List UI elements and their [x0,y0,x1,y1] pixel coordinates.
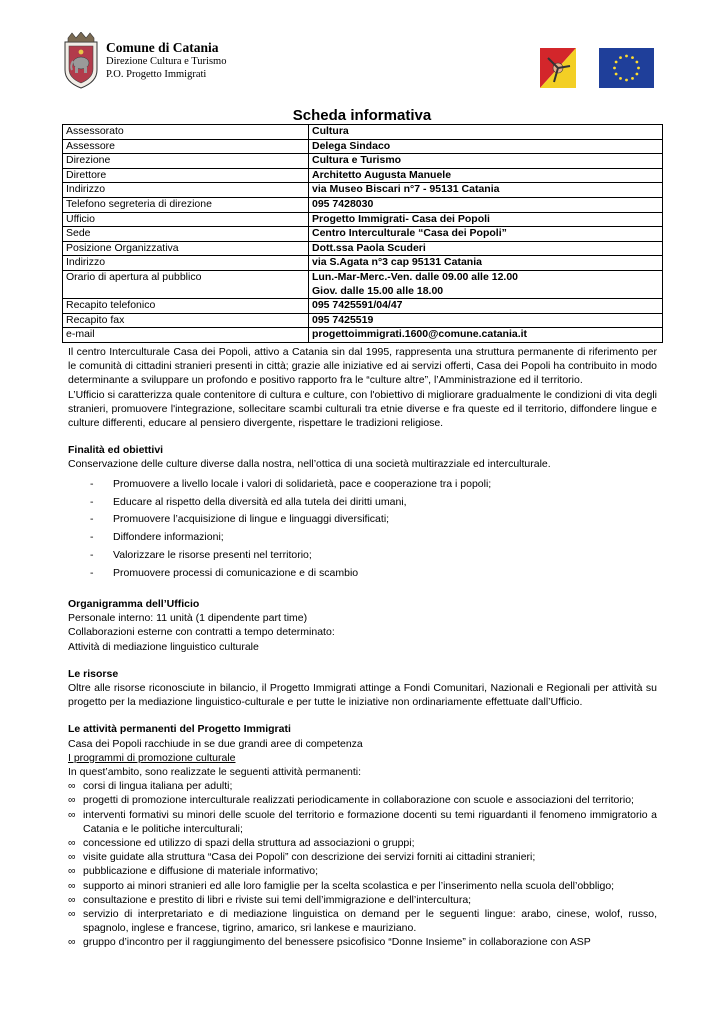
table-row [63,168,663,183]
list-item: - Promuovere a livello locale i valori di solidarietà, pace e cooperazione tra i popoli; [90,477,492,490]
info-label: Posizione Organizzativa [63,241,309,256]
info-value: Centro Interculturale “Casa dei Popoli” [309,227,663,242]
eu-star-icon [619,56,622,59]
finalita-list [68,477,657,581]
infinity-bullet: ∞ [68,794,76,807]
infinity-bullet: ∞ [68,851,76,864]
list-item: ∞ progetti di promozione interculturale realizzati periodicamente in collaborazione con scuole e associazioni del territorio; [68,794,634,807]
table-row [63,241,663,256]
info-value: Cultura e Turismo [309,154,663,169]
info-value: 095 7428030 [309,197,663,212]
table-row [63,139,663,154]
table-row [63,313,663,328]
info-label: e-mail [63,328,309,343]
table-row [63,285,663,299]
info-label: Recapito fax [63,313,309,328]
table-row [63,328,663,343]
eu-star-icon [635,73,638,76]
list-item: ∞ visite guidate alla struttura “Casa dei Popoli” con descrizione dei servizi forniti ai cittadini stranieri; [68,851,536,864]
table-row [63,212,663,227]
dash-bullet: - [90,531,94,544]
list-item: ∞ consultazione e prestito di libri e riviste sui temi dell’immigrazione e dell’intercultura; [68,893,472,906]
sicily-trinacria-logo [540,48,576,88]
document-header [62,28,662,94]
info-label: Sede [63,227,309,242]
finalita-text: Conservazione delle culture diverse dalla nostra, nell’ottica di una società multirazziale ed interculturale. [68,458,551,471]
org-block [106,40,226,81]
intro-paragraph: L’Ufficio si caratterizza quale contenitore di cultura e culture, con l'obiettivo di migliorare gradualmente le condizioni di vita degli stranieri, promuovere l'integrazione, sollecitare scambi culturali tra etnie diverse e fra queste ed il territorio, diffondere lingue e culture differenti, educare al pensiero divergente, rispettare le tradizioni religiose. [68,388,657,430]
infinity-bullet: ∞ [68,879,76,892]
table-row [63,154,663,169]
info-label: Orario di apertura al pubblico [63,270,309,284]
organigramma-line: Personale interno: 11 unità (1 dipendente part time) [68,612,308,625]
eu-star-icon [619,77,622,80]
list-item: - Promuovere l’acquisizione di lingue e linguaggi diversificati; [90,513,390,526]
list-item: - Diffondere informazioni; [90,531,224,544]
dash-bullet: - [90,477,94,490]
info-value: Cultura [309,125,663,140]
eu-star-icon [613,67,616,70]
attivita-line: In quest’ambito, sono realizzate le seguenti attività permanenti: [68,766,362,778]
eu-star-icon [615,61,618,64]
info-value: Progetto Immigrati- Casa dei Popoli [309,212,663,227]
section-heading-attivita: Le attività permanenti del Progetto Immigrati [68,723,291,736]
info-value: 095 7425519 [309,313,663,328]
info-label: Assessore [63,139,309,154]
attivita-subheading: I programmi di promozione culturale [68,751,236,764]
list-item: ∞ corsi di lingua italiana per adulti; [68,780,233,793]
eu-flag-logo [599,48,654,88]
info-label: Ufficio [63,212,309,227]
infinity-bullet: ∞ [68,837,76,850]
infinity-bullet: ∞ [68,936,76,949]
org-name: Comune di Catania [106,40,219,55]
list-item: ∞ servizio di interpretariato e di mediazione linguistica on demand per le seguenti lingue: arabo, cinese, wolof, russo, spagnolo, inglese e francese, tigrino, amarico, sri lankese e mauriziano. [68,908,657,935]
organigramma-line: Collaborazioni esterne con contratti a tempo determinato: [68,626,335,639]
info-value: Giov. dalle 15.00 alle 18.00 [309,285,663,299]
section-heading-finalita: Finalità ed obiettivi [68,444,164,457]
infinity-bullet: ∞ [68,865,76,878]
page-title: Scheda informativa [292,107,432,124]
info-value: 095 7425591/04/47 [309,299,663,314]
org-department: Direzione Cultura e Turismo [106,56,227,67]
infinity-bullet: ∞ [68,893,76,906]
dash-bullet: - [90,567,94,580]
table-row [63,125,663,140]
attivita-list [68,779,657,949]
organigramma-line: Attività di mediazione linguistico culturale [68,640,259,653]
infinity-bullet: ∞ [68,808,76,821]
eu-star-icon [625,79,628,82]
eu-star-icon [625,55,628,58]
infinity-bullet: ∞ [68,908,76,921]
table-row [63,270,663,284]
eu-star-icon [635,61,638,64]
table-row [63,197,663,212]
intro-paragraph: Il centro Interculturale Casa dei Popoli, attivo a Catania sin dal 1995, rappresenta una struttura permanente di riferimento per le comunità di cittadini stranieri presenti in città; grazie alle iniziative ed ai servizi offerti, Casa dei Popoli ha contribuito in modo determinante a sviluppare un profondo e positivo rapporto fra le “culture altre”, l’Amministrazione ed il territorio. [68,346,657,387]
risorse-text: Oltre alle risorse riconosciute in bilancio, il Progetto Immigrati attinge a Fondi Comunitari, Nazionali e Regionali per attività su progetto per la mediazione linguistico-culturale e per tutte le iniziative non ordinariamente effettuate dall’Ufficio. [68,681,657,709]
dash-bullet: - [90,513,94,526]
info-value: via S.Agata n°3 cap 95131 Catania [309,256,663,271]
info-label: Indirizzo [63,183,309,198]
info-label: Recapito telefonico [63,299,309,314]
table-row [63,227,663,242]
org-office: P.O. Progetto Immigrati [106,69,207,80]
list-item: - Educare al rispetto della diversità ed alla tutela dei diritti umani, [90,495,407,508]
infinity-bullet: ∞ [68,780,76,793]
info-label [63,285,309,299]
section-heading-organigramma: Organigramma dell’Ufficio [68,597,200,610]
dash-bullet: - [90,549,94,562]
document-body [68,345,657,950]
info-value: Dott.ssa Paola Scuderi [309,241,663,256]
info-value: via Museo Biscari n°7 - 95131 Catania [309,183,663,198]
table-row [63,256,663,271]
attivita-line: Casa dei Popoli racchiude in se due grandi aree di competenza [68,737,363,750]
info-value: Lun.-Mar-Merc.-Ven. dalle 09.00 alle 12.00 [309,270,663,284]
info-value: Delega Sindaco [309,139,663,154]
info-label: Assessorato [63,125,309,140]
eu-star-icon [615,73,618,76]
info-value: progettoimmigrati.1600@comune.catania.it [309,328,663,343]
list-item: ∞ supporto ai minori stranieri ed alle loro famiglie per la scelta scolastica e per l’inserimento nella scuola dell’obbligo; [68,879,615,892]
info-label: Telefono segreteria di direzione [63,197,309,212]
info-label: Direzione [63,154,309,169]
list-item: ∞ gruppo d’incontro per il raggiungimento del benessere psicofisico “Donne Insieme” in collaborazione con ASP [68,936,591,949]
list-item: - Promuovere processi di comunicazione e di scambio [90,567,359,580]
eu-star-icon [631,56,634,59]
list-item: ∞ pubblicazione e diffusione di materiale informativo; [68,865,319,878]
table-row [63,299,663,314]
eu-star-icon [637,67,640,70]
info-label: Direttore [63,168,309,183]
info-table [62,124,663,343]
list-item: ∞ concessione ed utilizzo di spazi della struttura ad associazioni o gruppi; [68,837,415,850]
catania-crest-logo [62,32,100,90]
eu-star-icon [631,77,634,80]
list-item: ∞ interventi formativi su minori delle scuole del territorio e formazione docenti su temi riguardanti il fenomeno immigratorio a Catania e le politiche interculturali; [68,808,657,835]
dash-bullet: - [90,495,94,508]
info-value: Architetto Augusta Manuele [309,168,663,183]
info-label: Indirizzo [63,256,309,271]
list-item: - Valorizzare le risorse presenti nel territorio; [90,549,312,562]
section-heading-risorse: Le risorse [68,667,119,680]
table-row [63,183,663,198]
